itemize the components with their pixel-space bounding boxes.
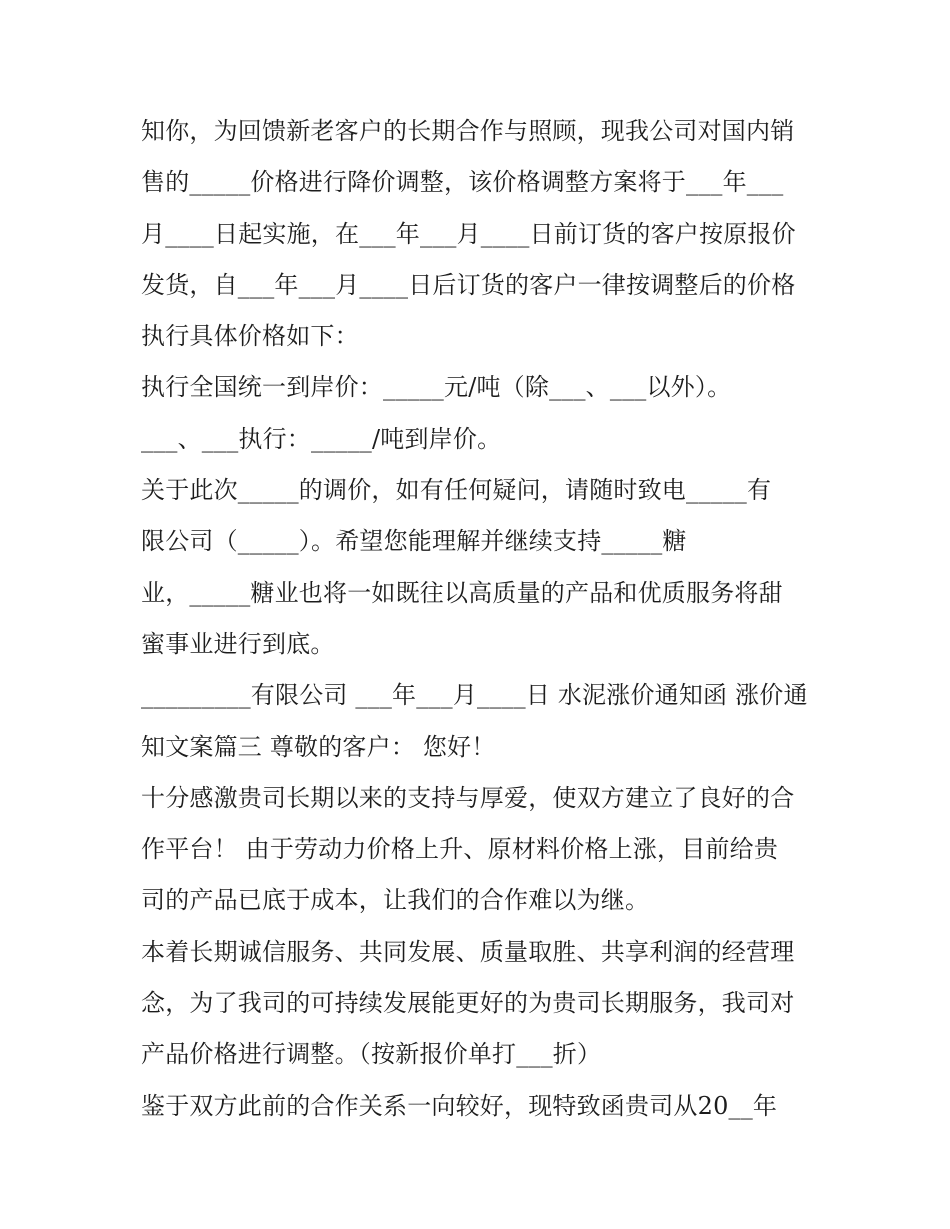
text-line: 售的_____价格进行降价调整，该价格调整方案将于___年___: [141, 168, 784, 197]
text-line: 作平台！ 由于劳动力价格上升、原材料价格上涨，目前给贵: [141, 835, 779, 864]
text-line: 执行全国统一到岸价：_____元/吨（除___、___以外）。: [141, 373, 732, 402]
text-line: 本着长期诚信服务、共同发展、质量取胜、共享利润的经营理: [141, 937, 795, 966]
text-line: 月____日起实施，在___年___月____日前订货的客户按原报价: [141, 219, 796, 248]
text-line: ___、___执行：_____/吨到岸价。: [141, 424, 502, 453]
body-text: [141, 106, 821, 1132]
text-line: 鉴于双方此前的合作关系一向较好，现特致函贵司从20__年: [141, 1091, 778, 1120]
text-line: 产品价格进行调整。（按新报价单打___折）: [141, 1040, 602, 1069]
text-line: 知你，为回馈新老客户的长期合作与照顾，现我公司对国内销: [141, 117, 795, 145]
text-line: 执行具体价格如下：: [141, 322, 359, 351]
text-line: 知文案篇三 尊敬的客户： 您好！: [141, 732, 496, 761]
text-line: 限公司（_____）。希望您能理解并继续支持_____糖: [141, 527, 687, 556]
text-line: 念，为了我司的可持续发展能更好的为贵司长期服务，我司对: [141, 989, 795, 1018]
text-line: 司的产品已底于成本，让我们的合作难以为继。: [141, 886, 650, 915]
text-line: _________有限公司 ___年___月____日 水泥涨价通知函 涨价通: [141, 681, 808, 710]
text-line: 十分感激贵司长期以来的支持与厚爱，使双方建立了良好的合: [141, 783, 795, 812]
text-line: 业，_____糖业也将一如既往以高质量的产品和优质服务将甜: [141, 578, 783, 607]
text-line: 蜜事业进行到底。: [141, 629, 335, 658]
text-line: 关于此次_____的调价，如有任何疑问，请随时致电_____有: [141, 476, 772, 505]
text-line: 发货，自___年___月____日后订货的客户一律按调整后的价格: [141, 270, 796, 299]
